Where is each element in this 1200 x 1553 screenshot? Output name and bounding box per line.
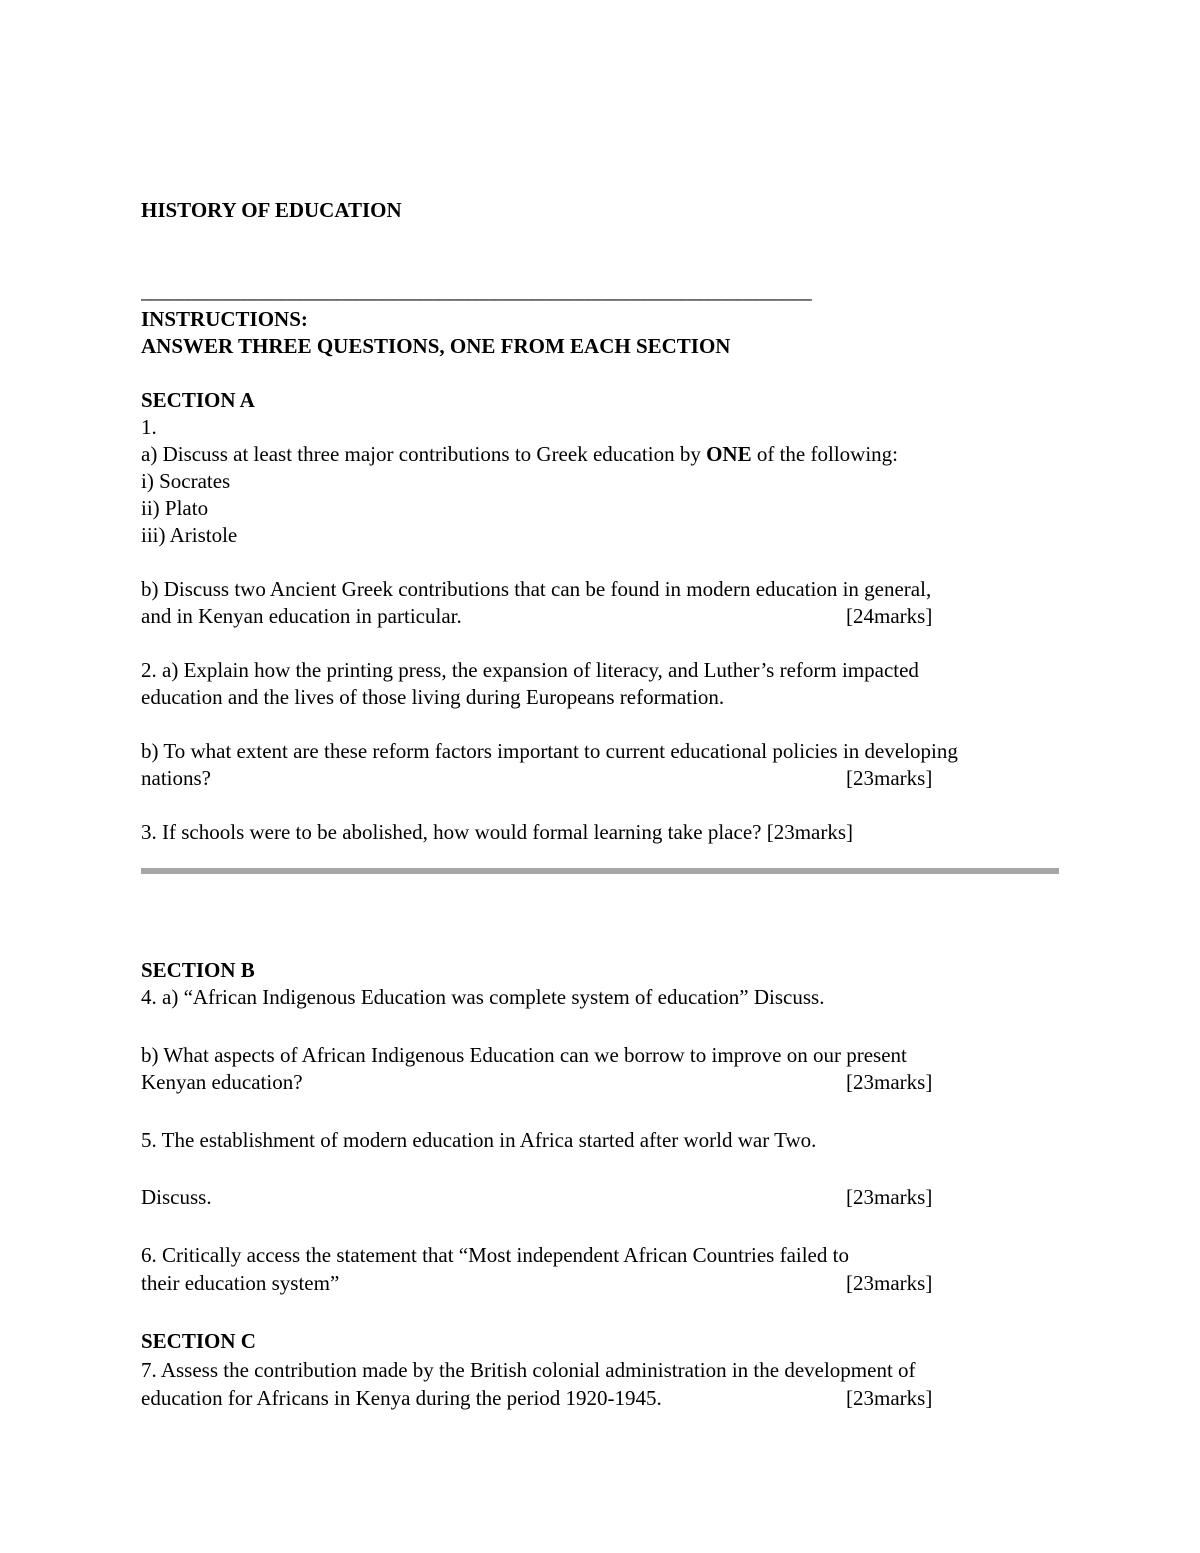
question-7-line2: education for Africans in Kenya during the period 1920-1945. <box>141 1386 662 1410</box>
section-b-heading: SECTION B <box>141 958 255 982</box>
instructions-label: INSTRUCTIONS: <box>141 307 308 331</box>
question-1a-bold: ONE <box>706 442 752 466</box>
question-1a-prefix: a) Discuss at least three major contributions to Greek education by <box>141 442 707 466</box>
question-5-line1: 5. The establishment of modern education in Africa started after world war Two. <box>141 1128 817 1152</box>
question-7-line1: 7. Assess the contribution made by the British colonial administration in the development of <box>141 1358 916 1382</box>
section-divider <box>141 868 1059 874</box>
question-7-marks: [23marks] <box>846 1386 933 1410</box>
option-aristole: iii) Aristole <box>141 523 238 547</box>
question-6-marks: [23marks] <box>846 1271 933 1295</box>
question-5-line2: Discuss. <box>141 1185 212 1209</box>
question-4b-line1: b) What aspects of African Indigenous Education can we borrow to improve on our present <box>141 1043 907 1067</box>
option-plato: ii) Plato <box>141 496 209 520</box>
question-1-number: 1. <box>141 415 157 439</box>
document-title: HISTORY OF EDUCATION <box>141 198 402 222</box>
question-2b-line2: nations? <box>141 766 211 790</box>
question-2b-line1: b) To what extent are these reform factors important to current educational policies in developing <box>141 739 958 763</box>
question-4a: 4. a) “African Indigenous Education was complete system of education” Discuss. <box>141 985 825 1009</box>
question-1-marks: [24marks] <box>846 604 933 628</box>
question-3: 3. If schools were to be abolished, how would formal learning take place? [23marks] <box>141 820 854 844</box>
question-2a-line2: education and the lives of those living during Europeans reformation. <box>141 685 725 709</box>
section-a-heading: SECTION A <box>141 388 255 412</box>
question-2-marks: [23marks] <box>846 766 933 790</box>
option-socrates: i) Socrates <box>141 469 231 493</box>
question-4-marks: [23marks] <box>846 1070 933 1094</box>
question-1b-line1: b) Discuss two Ancient Greek contributions that can be found in modern education in general, <box>141 577 932 601</box>
instructions-text: ANSWER THREE QUESTIONS, ONE FROM EACH SECTION <box>141 334 731 358</box>
question-1b-line2: and in Kenyan education in particular. <box>141 604 462 628</box>
separator-line: ________________________________________________________________________ <box>141 279 811 303</box>
question-1a <box>141 441 898 468</box>
question-6-line1: 6. Critically access the statement that “Most independent African Countries failed to <box>141 1243 849 1267</box>
question-6-line2: their education system” <box>141 1271 340 1295</box>
question-1a-suffix: of the following: <box>751 442 899 466</box>
question-5-marks: [23marks] <box>846 1185 933 1209</box>
section-c-heading: SECTION C <box>141 1329 256 1353</box>
question-2a-line1: 2. a) Explain how the printing press, the expansion of literacy, and Luther’s reform impacted <box>141 658 919 682</box>
question-4b-line2: Kenyan education? <box>141 1070 303 1094</box>
